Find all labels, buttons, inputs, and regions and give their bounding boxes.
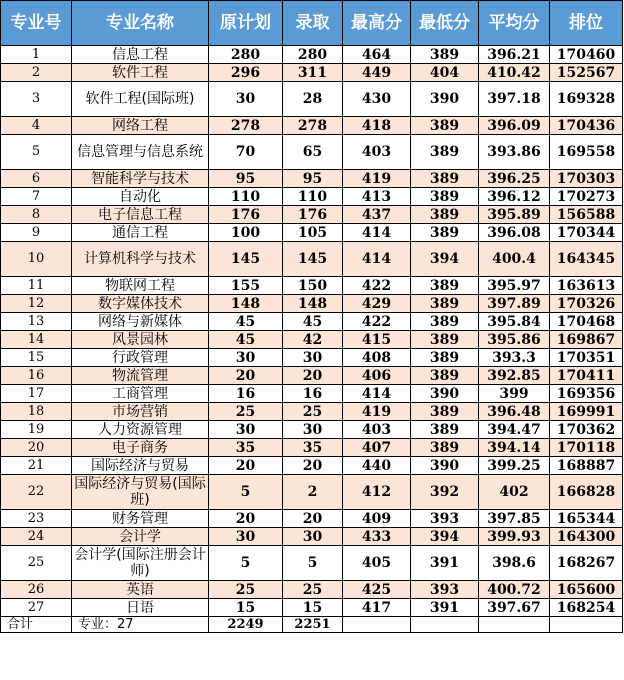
cell-avg: 400.72 <box>479 581 550 599</box>
cell-code: 5 <box>1 135 72 170</box>
cell-min: 390 <box>411 457 479 475</box>
table-row <box>1 367 623 385</box>
cell-admitted: 278 <box>283 117 343 135</box>
cell-min: 404 <box>411 64 479 82</box>
cell-admitted: 30 <box>283 349 343 367</box>
cell-code: 4 <box>1 117 72 135</box>
cell-name: 电子商务 <box>72 439 209 457</box>
cell-min: 392 <box>411 475 479 510</box>
cell-avg: 395.89 <box>479 206 550 224</box>
cell-max: 430 <box>343 82 411 117</box>
cell-rank: 168254 <box>550 599 623 617</box>
cell-admitted: 176 <box>283 206 343 224</box>
cell-name: 市场营销 <box>72 403 209 421</box>
cell-admitted: 148 <box>283 295 343 313</box>
table-row <box>1 599 623 617</box>
cell-code: 11 <box>1 277 72 295</box>
cell-rank: 152567 <box>550 64 623 82</box>
table-row <box>1 403 623 421</box>
cell-plan: 278 <box>209 117 283 135</box>
cell-max: 440 <box>343 457 411 475</box>
cell-admitted: 20 <box>283 367 343 385</box>
cell-name: 物流管理 <box>72 367 209 385</box>
cell-min: 389 <box>411 206 479 224</box>
cell-rank: 170118 <box>550 439 623 457</box>
cell-code: 9 <box>1 224 72 242</box>
footer-label: 合计 <box>1 617 72 633</box>
cell-avg: 396.08 <box>479 224 550 242</box>
cell-name: 人力资源管理 <box>72 421 209 439</box>
cell-plan: 148 <box>209 295 283 313</box>
cell-name: 会计学 <box>72 528 209 546</box>
cell-admitted: 16 <box>283 385 343 403</box>
cell-max: 425 <box>343 581 411 599</box>
cell-plan: 280 <box>209 46 283 64</box>
cell-plan: 25 <box>209 403 283 421</box>
cell-max: 413 <box>343 188 411 206</box>
cell-name: 网络与新媒体 <box>72 313 209 331</box>
cell-code: 22 <box>1 475 72 510</box>
table-row <box>1 242 623 277</box>
cell-plan: 30 <box>209 528 283 546</box>
cell-min: 393 <box>411 581 479 599</box>
cell-plan: 5 <box>209 475 283 510</box>
cell-admitted: 15 <box>283 599 343 617</box>
header-plan: 原计划 <box>209 1 283 46</box>
cell-min: 393 <box>411 510 479 528</box>
cell-max: 417 <box>343 599 411 617</box>
cell-name: 风景园林 <box>72 331 209 349</box>
cell-min: 389 <box>411 331 479 349</box>
table-row <box>1 457 623 475</box>
cell-plan: 70 <box>209 135 283 170</box>
cell-max: 464 <box>343 46 411 64</box>
cell-max: 418 <box>343 117 411 135</box>
cell-rank: 170303 <box>550 170 623 188</box>
cell-rank: 170468 <box>550 313 623 331</box>
cell-code: 19 <box>1 421 72 439</box>
cell-max: 429 <box>343 295 411 313</box>
cell-min: 389 <box>411 135 479 170</box>
table-body <box>1 46 623 617</box>
cell-min: 389 <box>411 117 479 135</box>
cell-min: 389 <box>411 170 479 188</box>
table-row <box>1 82 623 117</box>
table-row <box>1 277 623 295</box>
cell-code: 8 <box>1 206 72 224</box>
cell-code: 12 <box>1 295 72 313</box>
cell-plan: 20 <box>209 367 283 385</box>
cell-min: 389 <box>411 277 479 295</box>
cell-plan: 176 <box>209 206 283 224</box>
cell-plan: 25 <box>209 581 283 599</box>
cell-rank: 165600 <box>550 581 623 599</box>
footer-plan-total: 2249 <box>209 617 283 633</box>
table-row <box>1 546 623 581</box>
cell-min: 391 <box>411 599 479 617</box>
cell-avg: 394.14 <box>479 439 550 457</box>
cell-max: 419 <box>343 403 411 421</box>
cell-rank: 169356 <box>550 385 623 403</box>
cell-rank: 156588 <box>550 206 623 224</box>
cell-code: 23 <box>1 510 72 528</box>
cell-plan: 45 <box>209 313 283 331</box>
cell-name: 智能科学与技术 <box>72 170 209 188</box>
cell-rank: 168887 <box>550 457 623 475</box>
cell-min: 389 <box>411 349 479 367</box>
cell-code: 10 <box>1 242 72 277</box>
cell-min: 391 <box>411 546 479 581</box>
cell-plan: 95 <box>209 170 283 188</box>
footer-empty-cell <box>411 617 479 633</box>
cell-admitted: 2 <box>283 475 343 510</box>
cell-code: 6 <box>1 170 72 188</box>
cell-min: 389 <box>411 313 479 331</box>
cell-avg: 399.25 <box>479 457 550 475</box>
cell-max: 406 <box>343 367 411 385</box>
cell-name: 自动化 <box>72 188 209 206</box>
cell-rank: 170326 <box>550 295 623 313</box>
table-row <box>1 64 623 82</box>
cell-max: 437 <box>343 206 411 224</box>
cell-admitted: 30 <box>283 421 343 439</box>
header-code: 专业号 <box>1 1 72 46</box>
table-row <box>1 117 623 135</box>
cell-avg: 399 <box>479 385 550 403</box>
cell-max: 409 <box>343 510 411 528</box>
cell-max: 449 <box>343 64 411 82</box>
cell-avg: 400.4 <box>479 242 550 277</box>
cell-code: 18 <box>1 403 72 421</box>
cell-plan: 110 <box>209 188 283 206</box>
cell-rank: 169328 <box>550 82 623 117</box>
cell-avg: 396.48 <box>479 403 550 421</box>
cell-name: 国际经济与贸易(国际班) <box>72 475 209 510</box>
table-row <box>1 224 623 242</box>
cell-avg: 398.6 <box>479 546 550 581</box>
cell-admitted: 280 <box>283 46 343 64</box>
cell-admitted: 95 <box>283 170 343 188</box>
cell-name: 软件工程 <box>72 64 209 82</box>
cell-min: 394 <box>411 242 479 277</box>
cell-name: 通信工程 <box>72 224 209 242</box>
cell-max: 419 <box>343 170 411 188</box>
cell-code: 17 <box>1 385 72 403</box>
cell-min: 389 <box>411 295 479 313</box>
cell-max: 414 <box>343 385 411 403</box>
cell-max: 433 <box>343 528 411 546</box>
cell-plan: 100 <box>209 224 283 242</box>
cell-avg: 396.25 <box>479 170 550 188</box>
cell-rank: 169991 <box>550 403 623 421</box>
table-row <box>1 46 623 64</box>
table-row <box>1 385 623 403</box>
table-row <box>1 421 623 439</box>
table-row <box>1 528 623 546</box>
table-row <box>1 135 623 170</box>
cell-max: 403 <box>343 421 411 439</box>
cell-name: 日语 <box>72 599 209 617</box>
header-rank: 排位 <box>550 1 623 46</box>
cell-rank: 169558 <box>550 135 623 170</box>
cell-rank: 165344 <box>550 510 623 528</box>
cell-rank: 170273 <box>550 188 623 206</box>
cell-name: 信息管理与信息系统 <box>72 135 209 170</box>
table-row <box>1 510 623 528</box>
cell-plan: 20 <box>209 510 283 528</box>
cell-plan: 155 <box>209 277 283 295</box>
table-row <box>1 188 623 206</box>
cell-admitted: 5 <box>283 546 343 581</box>
cell-rank: 164300 <box>550 528 623 546</box>
cell-plan: 145 <box>209 242 283 277</box>
cell-code: 16 <box>1 367 72 385</box>
footer-admitted-total: 2251 <box>283 617 343 633</box>
cell-plan: 5 <box>209 546 283 581</box>
cell-admitted: 105 <box>283 224 343 242</box>
cell-code: 15 <box>1 349 72 367</box>
cell-rank: 170362 <box>550 421 623 439</box>
cell-admitted: 311 <box>283 64 343 82</box>
cell-code: 14 <box>1 331 72 349</box>
cell-rank: 170436 <box>550 117 623 135</box>
header-admitted: 录取 <box>283 1 343 46</box>
cell-avg: 396.21 <box>479 46 550 64</box>
cell-min: 389 <box>411 224 479 242</box>
cell-min: 390 <box>411 82 479 117</box>
cell-name: 英语 <box>72 581 209 599</box>
table-row <box>1 313 623 331</box>
table-row <box>1 206 623 224</box>
cell-avg: 402 <box>479 475 550 510</box>
cell-code: 27 <box>1 599 72 617</box>
cell-admitted: 35 <box>283 439 343 457</box>
cell-rank: 166828 <box>550 475 623 510</box>
cell-plan: 35 <box>209 439 283 457</box>
cell-code: 24 <box>1 528 72 546</box>
cell-max: 422 <box>343 277 411 295</box>
cell-avg: 397.18 <box>479 82 550 117</box>
cell-code: 3 <box>1 82 72 117</box>
header-max: 最高分 <box>343 1 411 46</box>
cell-name: 信息工程 <box>72 46 209 64</box>
cell-name: 行政管理 <box>72 349 209 367</box>
cell-admitted: 25 <box>283 581 343 599</box>
cell-admitted: 65 <box>283 135 343 170</box>
cell-admitted: 145 <box>283 242 343 277</box>
cell-max: 403 <box>343 135 411 170</box>
cell-avg: 395.97 <box>479 277 550 295</box>
cell-name: 计算机科学与技术 <box>72 242 209 277</box>
cell-avg: 394.47 <box>479 421 550 439</box>
cell-max: 408 <box>343 349 411 367</box>
cell-code: 21 <box>1 457 72 475</box>
footer-empty-cell <box>343 617 411 633</box>
cell-plan: 30 <box>209 82 283 117</box>
cell-name: 电子信息工程 <box>72 206 209 224</box>
cell-avg: 393.3 <box>479 349 550 367</box>
cell-rank: 163613 <box>550 277 623 295</box>
header-row <box>1 1 623 46</box>
cell-max: 412 <box>343 475 411 510</box>
cell-avg: 397.85 <box>479 510 550 528</box>
table-row <box>1 475 623 510</box>
table-row <box>1 331 623 349</box>
cell-max: 405 <box>343 546 411 581</box>
cell-avg: 397.89 <box>479 295 550 313</box>
cell-name: 数字媒体技术 <box>72 295 209 313</box>
cell-max: 407 <box>343 439 411 457</box>
cell-code: 1 <box>1 46 72 64</box>
cell-name: 网络工程 <box>72 117 209 135</box>
cell-admitted: 150 <box>283 277 343 295</box>
cell-avg: 397.67 <box>479 599 550 617</box>
cell-admitted: 20 <box>283 457 343 475</box>
cell-rank: 170460 <box>550 46 623 64</box>
cell-name: 财务管理 <box>72 510 209 528</box>
cell-min: 389 <box>411 439 479 457</box>
table-row <box>1 581 623 599</box>
cell-avg: 410.42 <box>479 64 550 82</box>
cell-name: 软件工程(国际班) <box>72 82 209 117</box>
cell-name: 会计学(国际注册会计师) <box>72 546 209 581</box>
cell-name: 物联网工程 <box>72 277 209 295</box>
cell-avg: 396.09 <box>479 117 550 135</box>
cell-admitted: 30 <box>283 528 343 546</box>
cell-code: 7 <box>1 188 72 206</box>
cell-plan: 30 <box>209 349 283 367</box>
table-row <box>1 295 623 313</box>
cell-min: 389 <box>411 367 479 385</box>
footer-row <box>1 617 623 633</box>
cell-plan: 16 <box>209 385 283 403</box>
footer-majors: 专业：27 <box>72 617 209 633</box>
cell-min: 389 <box>411 421 479 439</box>
footer-empty-cell <box>479 617 550 633</box>
cell-rank: 170344 <box>550 224 623 242</box>
cell-max: 414 <box>343 224 411 242</box>
cell-max: 415 <box>343 331 411 349</box>
cell-admitted: 20 <box>283 510 343 528</box>
cell-name: 工商管理 <box>72 385 209 403</box>
table-row <box>1 170 623 188</box>
cell-plan: 45 <box>209 331 283 349</box>
header-min: 最低分 <box>411 1 479 46</box>
cell-admitted: 28 <box>283 82 343 117</box>
cell-avg: 392.85 <box>479 367 550 385</box>
footer-empty-cell <box>550 617 623 633</box>
cell-min: 389 <box>411 403 479 421</box>
cell-avg: 393.86 <box>479 135 550 170</box>
cell-admitted: 110 <box>283 188 343 206</box>
cell-avg: 395.84 <box>479 313 550 331</box>
header-name: 专业名称 <box>72 1 209 46</box>
table-row <box>1 439 623 457</box>
cell-code: 20 <box>1 439 72 457</box>
cell-plan: 20 <box>209 457 283 475</box>
cell-rank: 170351 <box>550 349 623 367</box>
cell-admitted: 42 <box>283 331 343 349</box>
cell-admitted: 45 <box>283 313 343 331</box>
cell-min: 389 <box>411 46 479 64</box>
cell-name: 国际经济与贸易 <box>72 457 209 475</box>
table-row <box>1 349 623 367</box>
cell-plan: 30 <box>209 421 283 439</box>
cell-min: 389 <box>411 188 479 206</box>
cell-min: 394 <box>411 528 479 546</box>
cell-avg: 395.86 <box>479 331 550 349</box>
cell-code: 2 <box>1 64 72 82</box>
cell-avg: 396.12 <box>479 188 550 206</box>
header-avg: 平均分 <box>479 1 550 46</box>
cell-max: 414 <box>343 242 411 277</box>
cell-code: 25 <box>1 546 72 581</box>
cell-plan: 15 <box>209 599 283 617</box>
cell-admitted: 25 <box>283 403 343 421</box>
cell-plan: 296 <box>209 64 283 82</box>
cell-rank: 168267 <box>550 546 623 581</box>
cell-rank: 164345 <box>550 242 623 277</box>
cell-rank: 169867 <box>550 331 623 349</box>
cell-min: 390 <box>411 385 479 403</box>
cell-rank: 170411 <box>550 367 623 385</box>
cell-max: 422 <box>343 313 411 331</box>
cell-code: 26 <box>1 581 72 599</box>
cell-code: 13 <box>1 313 72 331</box>
cell-avg: 399.93 <box>479 528 550 546</box>
